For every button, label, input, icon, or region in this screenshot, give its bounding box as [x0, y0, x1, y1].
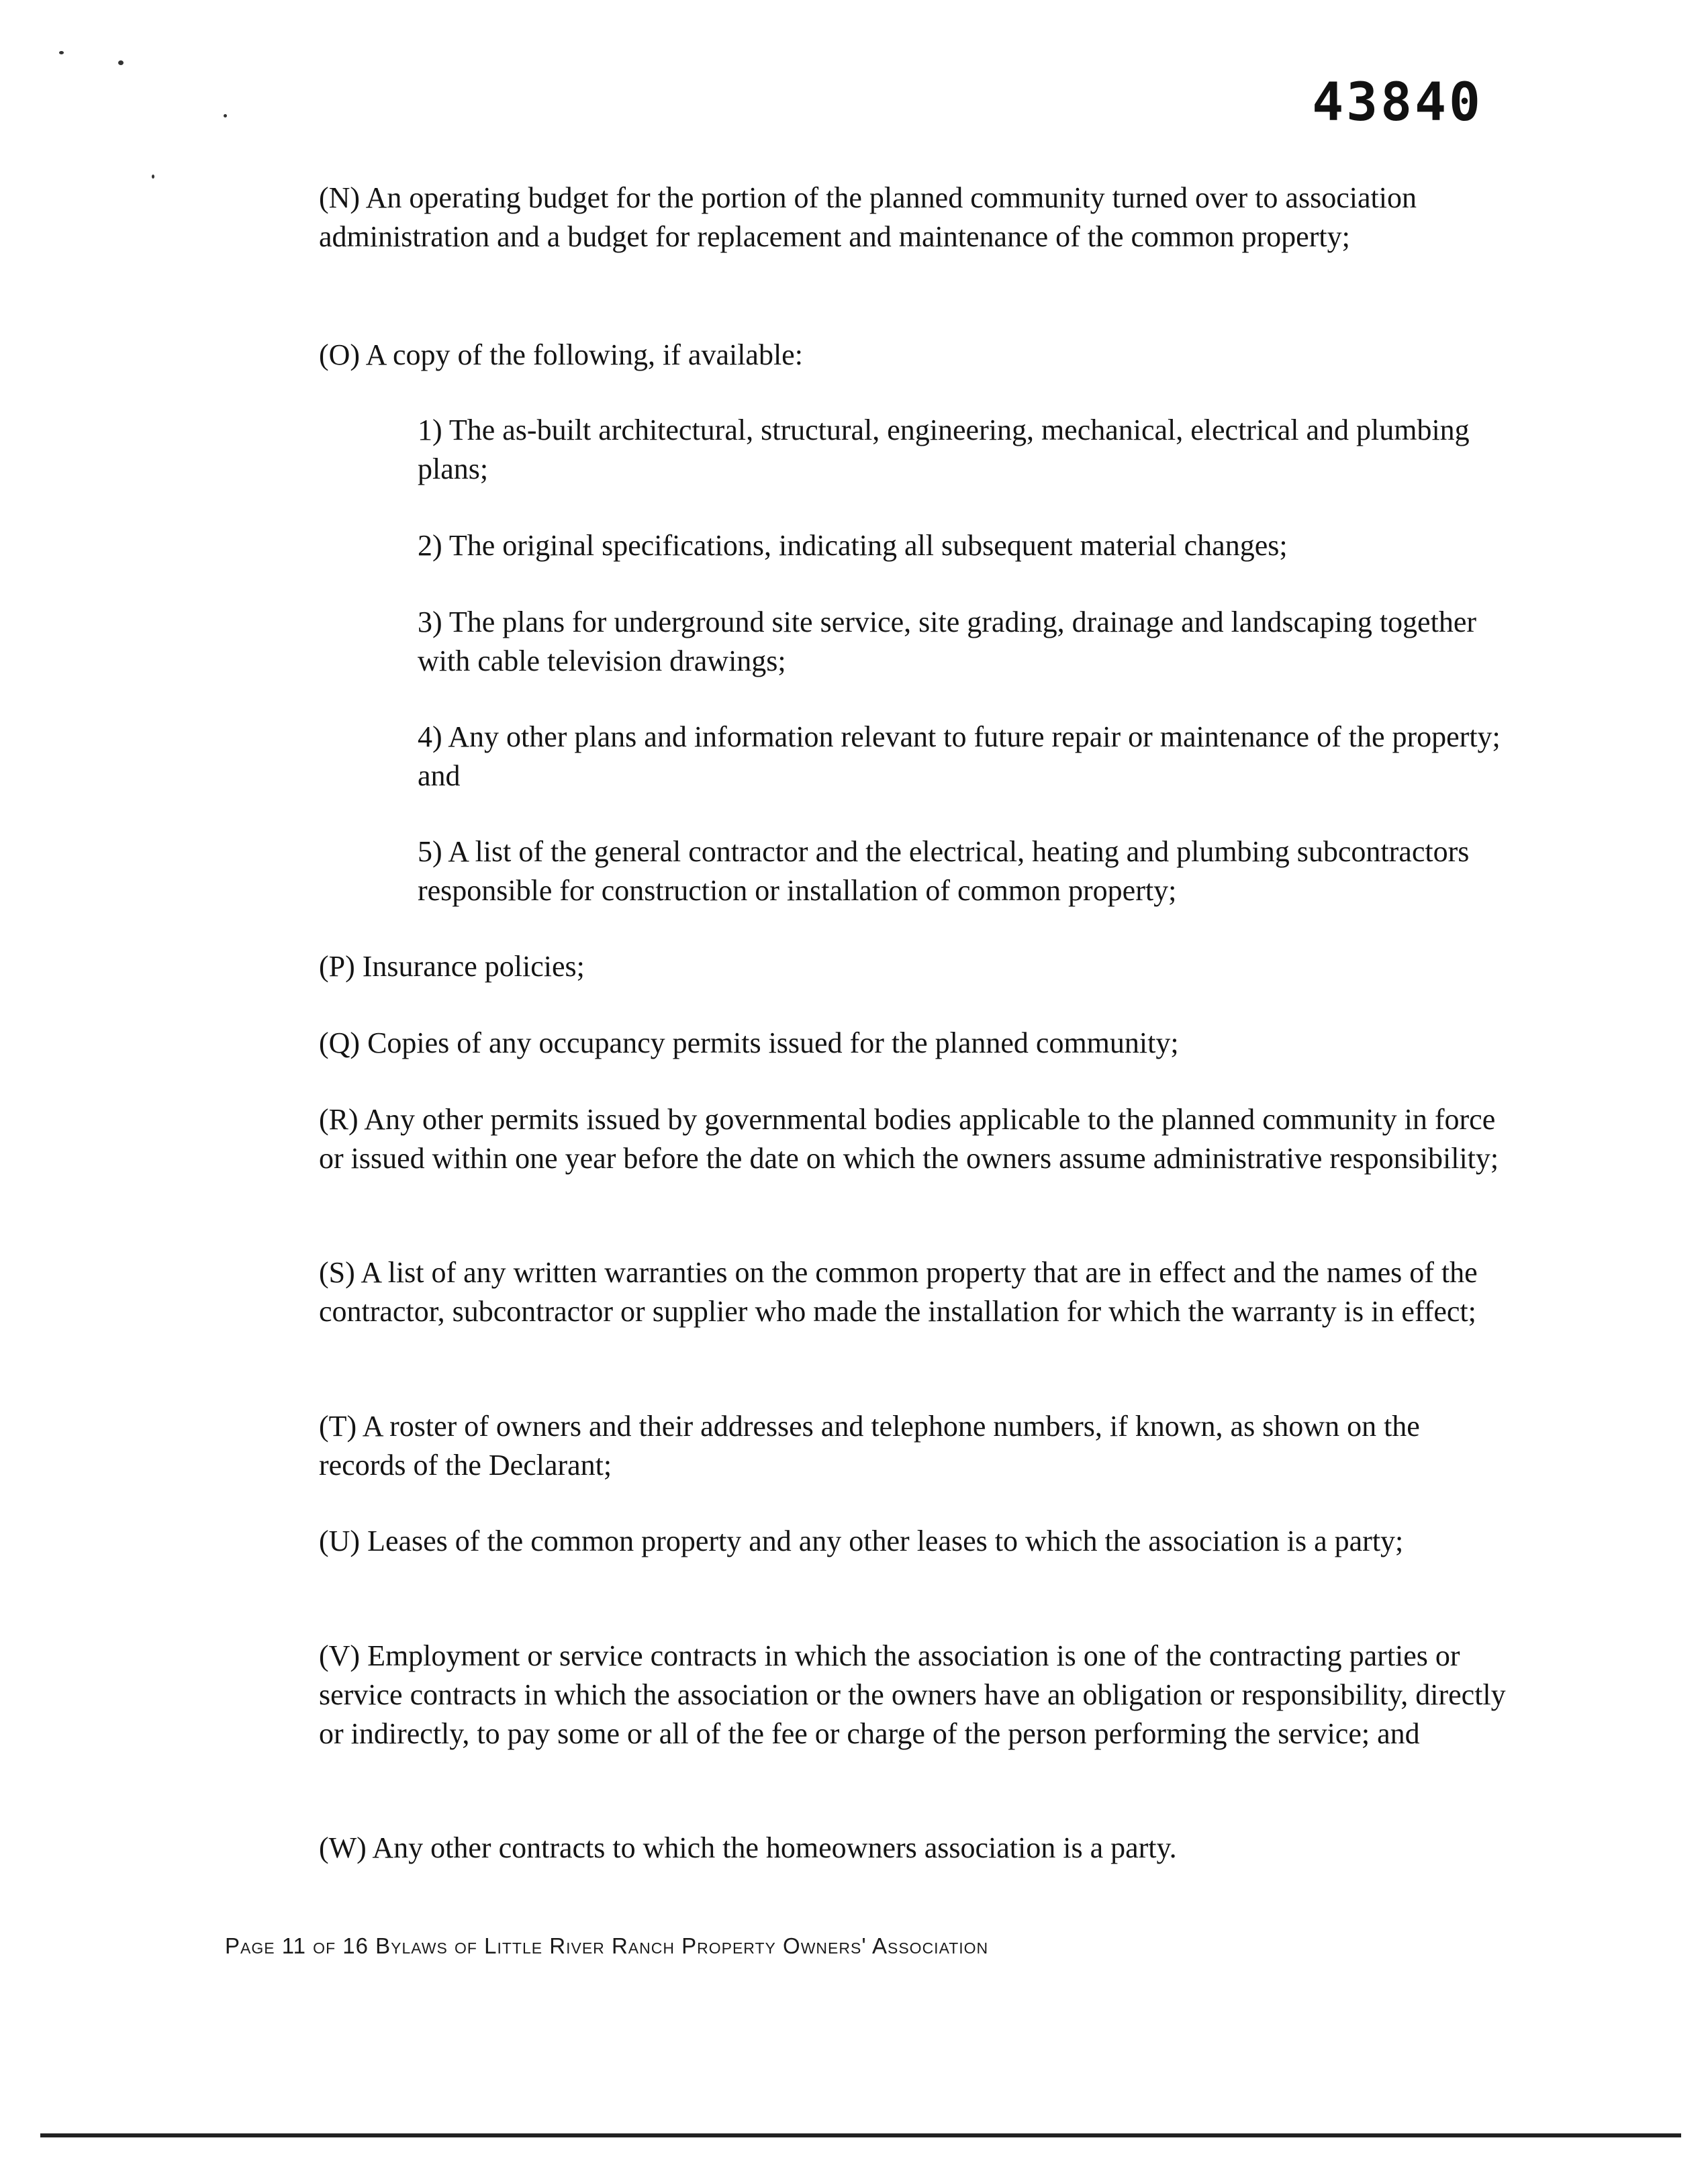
paragraph-s: (S) A list of any written warranties on the common property that are in effect and the names of the contractor, subcontractor or supplier who made the installation for which the warranty is in effect; — [319, 1256, 1478, 1328]
sub-item-3: 3) The plans for underground site service, site grading, drainage and landscaping together with cable television drawings; — [418, 606, 1476, 677]
paragraph-n: (N) An operating budget for the portion of the planned community turned over to association administration and a budget for replacement and maintenance of the common property; — [319, 181, 1417, 253]
scan-speck — [118, 60, 124, 65]
sub-item-1: 1) The as-built architectural, structural, engineering, mechanical, electrical and plumbing plans; — [418, 414, 1470, 485]
paragraph-o: (O) A copy of the following, if available: — [319, 338, 803, 371]
paragraph-u: (U) Leases of the common property and any other leases to which the association is a party; — [319, 1525, 1404, 1557]
scan-speck — [224, 114, 227, 117]
sub-item-2: 2) The original specifications, indicating all subsequent material changes; — [418, 529, 1288, 562]
page-footer: Page 11 of 16 Bylaws of Little River Ranch Property Owners' Association — [225, 1933, 989, 1958]
scan-speck — [152, 175, 154, 179]
paragraph-q: (Q) Copies of any occupancy permits issued for the planned community; — [319, 1026, 1179, 1059]
paragraph-r: (R) Any other permits issued by governmental bodies applicable to the planned community in force or issued within one year before the date on which the owners assume administrative responsibility; — [319, 1103, 1499, 1175]
sub-item-5: 5) A list of the general contractor and the electrical, heating and plumbing subcontractors responsible for construction or installation of common property; — [418, 835, 1470, 907]
paragraph-t: (T) A roster of owners and their addresses and telephone numbers, if known, as shown on the records of the Declarant; — [319, 1410, 1420, 1482]
document-number: 43840 — [1312, 73, 1483, 133]
scan-speck — [59, 51, 64, 54]
sub-item-4: 4) Any other plans and information relevant to future repair or maintenance of the property; and — [418, 720, 1501, 792]
paragraph-w: (W) Any other contracts to which the homeowners association is a party. — [319, 1831, 1177, 1864]
paragraph-p: (P) Insurance policies; — [319, 950, 585, 983]
bottom-rule — [40, 2133, 1681, 2137]
paragraph-v: (V) Employment or service contracts in which the association is one of the contracting parties or service contracts in which the association or the owners have an obligation or responsibility, directly or indirectly, to pay some or all of the fee or charge of the person performing the service; and — [319, 1639, 1506, 1750]
